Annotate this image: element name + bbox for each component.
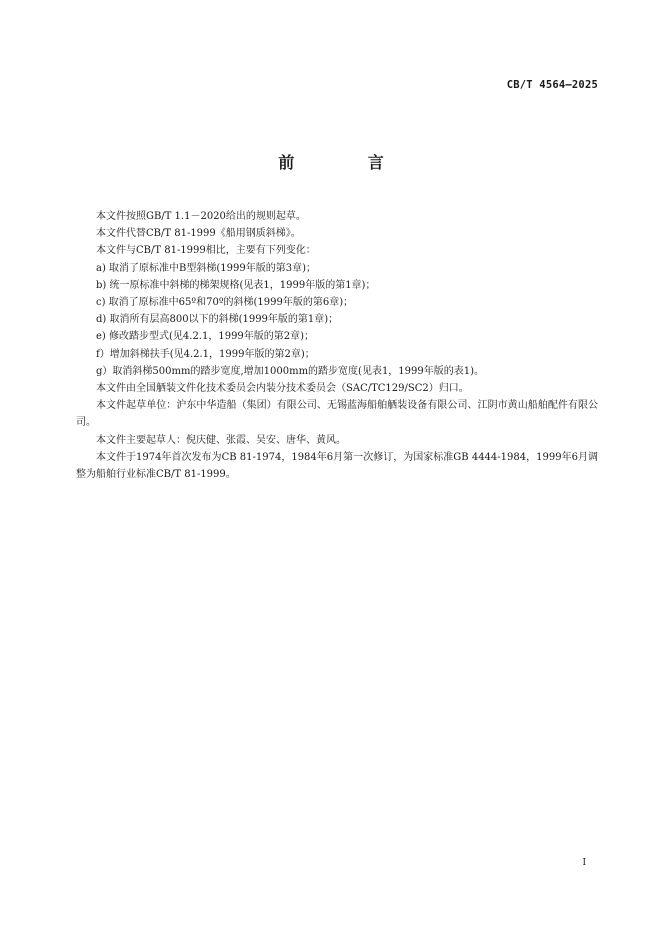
change-item-b: b) 统一原标准中斜梯的梯架规格(见表1，1999年版的第1章)； [96,279,376,291]
paragraph-replaces: 本文件代替CB/T 81-1999《船用钢质斜梯》。 [96,228,301,240]
page-number: I [582,858,586,868]
page-title: 前 言 [278,153,418,172]
paragraph-governing-committee: 本文件由全国舾装文件化技术委员会内装分技术委员会（SAC/TC129/SC2）归口。 [96,383,469,395]
change-item-f: f）增加斜梯扶手(见4.2.1，1999年版的第2章)； [96,348,315,360]
change-item-a: a) 取消了原标准中B型斜梯(1999年版的第3章)； [96,262,317,274]
change-item-d: d) 取消所有层高800以下的斜梯(1999年版的第1章)； [96,314,339,326]
document-code: CB/T 4564—2025 [506,79,598,91]
paragraph-drafting-rules: 本文件按照GB/T 1.1－2020给出的规则起草。 [96,211,306,222]
change-item-g: g）取消斜梯500mm的踏步宽度,增加1000mm的踏步宽度(见表1，1999年版的表1)。 [96,365,485,377]
change-item-c: c) 取消了原标准中65º和70º的斜梯(1999年版的第6章)； [96,297,354,309]
foreword-body [76,208,598,483]
paragraph-changes-intro: 本文件与CB/T 81-1999相比，主要有下列变化： [96,245,316,257]
change-item-e: e) 修改踏步型式(见4.2.1，1999年版的第2章)； [96,331,315,343]
paragraph-history: 本文件于1974年首次发布为CB 81-1974，1984年6月第一次修订，为国家标准GB 4444-1984，1999年6月调整为船舶行业标准CB/T 81-1999。 [76,451,598,481]
paragraph-drafting-units: 本文件起草单位：沪东中华造船（集团）有限公司、无锡蓝海船舶舾装设备有限公司、江阴市黄山船舶配件有限公司。 [76,400,598,429]
paragraph-drafters: 本文件主要起草人：倪庆健、张霞、吴安、唐华、黄风。 [96,434,346,446]
